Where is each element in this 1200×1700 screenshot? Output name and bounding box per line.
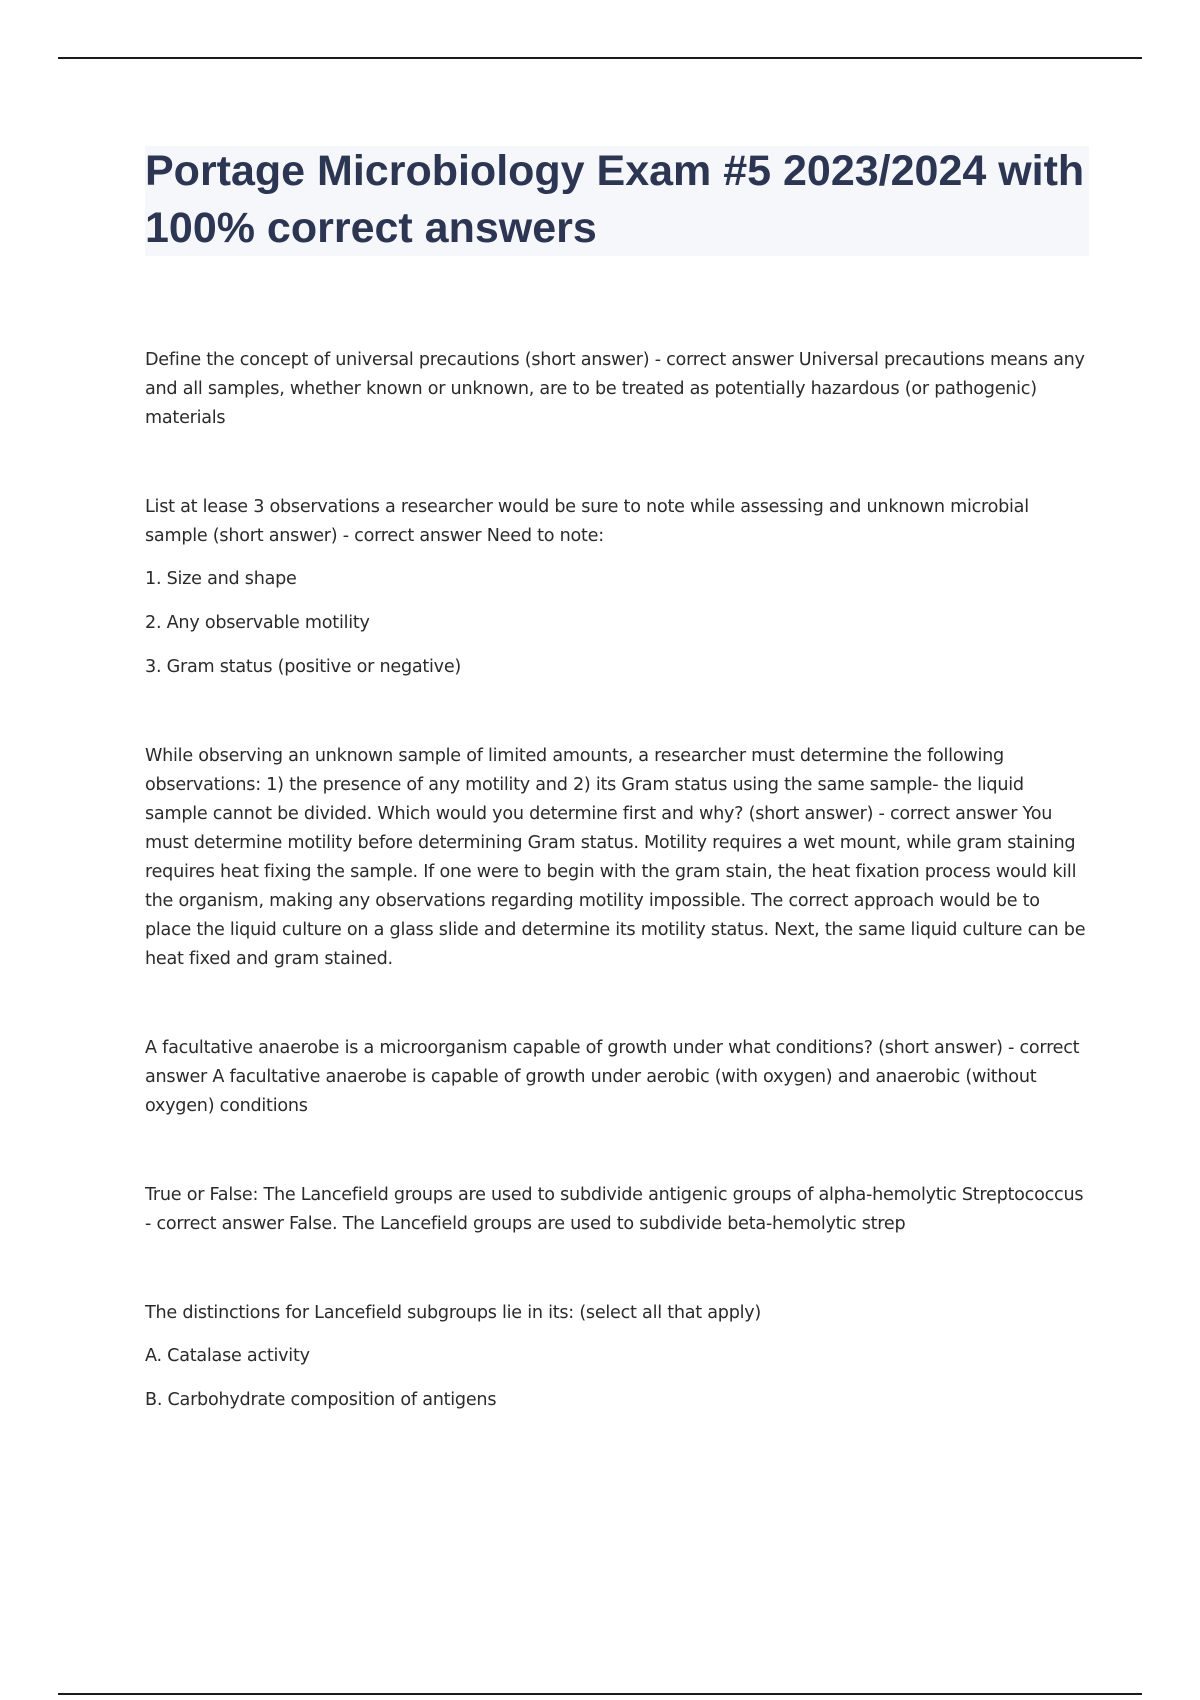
qa-paragraph: Define the concept of universal precautions (short answer) - correct answer Universal precautions means any and all samples, whether known or unknown, are to be treated as potentially hazardous (or pathogenic) materials	[145, 350, 1085, 428]
top-rule	[58, 57, 1142, 59]
qa-paragraph: A facultative anaerobe is a microorganism capable of growth under what conditions? (short answer) - correct answer A facultative anaerobe is capable of growth under aerobic (with oxygen) and anaerobic (without oxygen) conditions	[145, 1038, 1080, 1116]
list-item: B. Carbohydrate composition of antigens	[145, 1390, 497, 1410]
list-item: 1. Size and shape	[145, 569, 297, 589]
list-item: 3. Gram status (positive or negative)	[145, 657, 462, 677]
qa-paragraph: The distinctions for Lancefield subgroups lie in its: (select all that apply)	[145, 1303, 762, 1323]
qa-paragraph: List at lease 3 observations a researcher would be sure to note while assessing and unknown microbial sample (short answer) - correct answer Need to note:	[145, 497, 1029, 546]
list-item: A. Catalase activity	[145, 1346, 310, 1366]
qa-paragraph: True or False: The Lancefield groups are used to subdivide antigenic groups of alpha-hemolytic Streptococcus - correct answer False. The Lancefield groups are used to subdivide beta-hemolytic strep	[145, 1185, 1084, 1234]
page-title: Portage Microbiology Exam #5 2023/2024 with 100% correct answers	[145, 147, 1085, 252]
document-body	[145, 346, 1090, 1415]
bottom-rule	[58, 1693, 1142, 1695]
qa-paragraph: While observing an unknown sample of limited amounts, a researcher must determine the following observations: 1) the presence of any motility and 2) its Gram status using the same sample- the liquid sample cannot be divided. Which would you determine first and why? (short answer) - correct answer You must determine motility before determining Gram status. Motility requires a wet mount, while gram staining requires heat fixing the sample. If one were to begin with the gram stain, the heat fixation process would kill the organism, making any observations regarding motility impossible. The correct approach would be to place the liquid culture on a glass slide and determine its motility status. Next, the same liquid culture can be heat fixed and gram stained.	[145, 746, 1086, 969]
list-item: 2. Any observable motility	[145, 613, 370, 633]
